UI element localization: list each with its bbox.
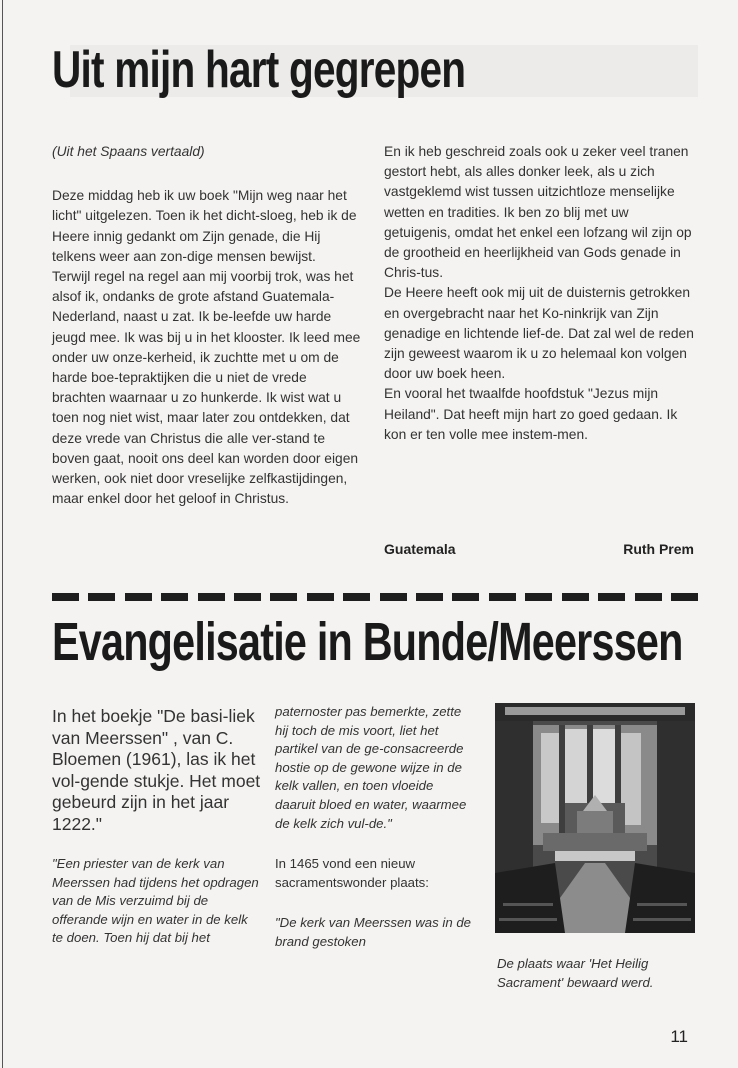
paragraph: Terwijl regel na regel aan mij voorbij trok, was het alsof ik, ondanks de grote afstand Guatemala-Nederland, naast u zat. Ik be-leefde uw harde jeugd mee. Ik was bij u in het klooster. Ik leed mee onder uw onze-kerheid, ik zuchtte met u om de harde boe-tepraktijken die u niet de vrede brachten waarnaar u zo hunkerde. Ik wist wat u toen nog niet wist, maar later zou ontdekken, dat deze vrede van Christus die alle ver-stand te boven gaat, nooit ons deel kan worden door eigen werken, ook niet door vreselijke zelfkastijdingen, maar enkel door het geloof in Christus. xyxy=(52,269,361,507)
page-edge-rule xyxy=(2,0,3,1068)
church-interior-photo xyxy=(495,703,695,933)
paragraph: De Heere heeft ook mij uit de duisternis getrokken en overgebracht naar het Ko-ninkrijk van Zijn genadige en lichtende lief-de. Dat zal wel de reden zijn geweest waarom ik u zo helemaal kon volgen door uw boek heen. xyxy=(384,285,694,382)
page-number: 11 xyxy=(670,1027,688,1046)
article2-column-middle xyxy=(275,703,475,952)
signature-author: Ruth Prem xyxy=(623,541,694,557)
quote-text-continued: paternoster pas bemerkte, zette hij toch de mis voort, liet het partikel van de ge-consacreerde hostie op de gewone wijze in de kelk vallen, en toen vloeide daaruit bloed en water, waarmee de kelk zich vul-de." xyxy=(275,704,467,831)
article-column-right xyxy=(384,142,696,445)
dashed-separator xyxy=(52,593,698,603)
article-title: Uit mijn hart gegrepen xyxy=(52,41,466,99)
article-column-left xyxy=(52,142,364,509)
article-subtitle: (Uit het Spaans vertaald) xyxy=(52,144,205,159)
quote-text: "Een priester van de kerk van Meerssen had tijdens het opdragen van de Mis verzuimd bij de offerande wijn en water in de kelk te doen. Toen hij dat bij het xyxy=(52,856,259,946)
quote-text: "De kerk van Meerssen was in de brand gestoken xyxy=(275,915,471,949)
paragraph: En ik heb geschreid zoals ook u zeker veel tranen gestort hebt, als alles donker leek, als u zich vastgeklemd wist tussen uitzichtloze menselijke wetten en tradities. Ik ben zo blij met uw getuigenis, omdat het enkel een lofzang wil zijn op de grootheid en heerlijkheid van Gods genade in Chris-tus. xyxy=(384,144,692,281)
paragraph: In 1465 vond een nieuw sacramentswonder plaats: xyxy=(275,856,429,890)
paragraph: Deze middag heb ik uw boek "Mijn weg naar het licht" uitgelezen. Toen ik het dicht-sloeg, heb ik de Heere innig gedankt om Zijn genade, die Hij telkens weer aan zon-dige mensen bewijst. xyxy=(52,188,357,264)
photo-caption: De plaats waar 'Het Heilig Sacrament' bewaard werd. xyxy=(497,956,654,990)
section-title: Evangelisatie in Bunde/Meerssen xyxy=(52,612,683,672)
article2-column-left xyxy=(52,706,262,948)
signature-place: Guatemala xyxy=(384,541,456,557)
intro-paragraph: In het boekje "De basi-liek van Meerssen" , van C. Bloemen (1961), las ik het vol-gende stukje. Het moet gebeurd zijn in het jaar 1222." xyxy=(52,706,261,834)
paragraph: En vooral het twaalfde hoofdstuk "Jezus mijn Heiland". Dat heeft mijn hart zo goed gedaan. Ik kon er ten volle mee instem-men. xyxy=(384,386,678,442)
